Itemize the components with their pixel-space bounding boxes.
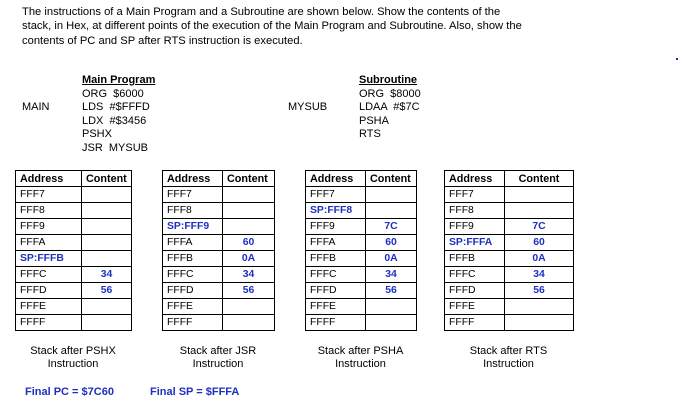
table-row xyxy=(163,299,275,315)
table-row xyxy=(306,187,417,203)
table-row xyxy=(16,203,132,219)
caption-line-1: Stack after RTS xyxy=(469,345,548,357)
table-row xyxy=(306,219,417,235)
caption-line-2: Instruction xyxy=(47,358,99,370)
address-cell: FFFC xyxy=(445,267,505,283)
address-cell: SP:FFFB xyxy=(16,251,82,267)
address-cell: FFFD xyxy=(16,283,82,299)
content-cell xyxy=(82,203,132,219)
table-row xyxy=(445,251,574,267)
subroutine-title: Subroutine xyxy=(359,74,418,86)
address-cell: FFFD xyxy=(163,283,223,299)
address-cell: FFF7 xyxy=(306,187,366,203)
table-row xyxy=(163,267,275,283)
content-cell xyxy=(82,235,132,251)
caption-line-1: Stack after JSR xyxy=(179,345,257,357)
content-cell xyxy=(223,203,275,219)
content-cell: 60 xyxy=(223,235,275,251)
table-row xyxy=(306,235,417,251)
table-row xyxy=(16,315,132,331)
address-cell: FFFB xyxy=(163,251,223,267)
final-pc: Final PC = $7C60 xyxy=(25,386,114,398)
address-cell: SP:FFF8 xyxy=(306,203,366,219)
address-cell: FFF9 xyxy=(16,219,82,235)
sub-line-1: ORG $8000 xyxy=(359,87,421,100)
table-row xyxy=(445,283,574,299)
sub-line-4: RTS xyxy=(359,128,381,141)
table-row xyxy=(16,283,132,299)
caption-line-2: Instruction xyxy=(483,358,534,370)
intro-line-1: The instructions of a Main Program and a Subroutine are shown below. Show the contents of the xyxy=(22,6,501,18)
main-line-3: LDX #$3456 xyxy=(82,114,147,127)
table-row xyxy=(163,235,275,251)
header-content: Content xyxy=(223,171,275,187)
address-cell: FFF8 xyxy=(445,203,505,219)
subroutine-listing xyxy=(359,74,421,142)
address-cell: FFFF xyxy=(16,315,82,331)
content-cell: 34 xyxy=(223,267,275,283)
intro-line-3: contents of PC and SP after RTS instruction is executed. xyxy=(22,34,303,47)
address-cell: FFFF xyxy=(163,315,223,331)
caption-line-1: Stack after PSHA xyxy=(317,345,404,357)
stray-dot xyxy=(676,58,678,60)
table-row xyxy=(16,219,132,235)
address-cell: FFFA xyxy=(16,235,82,251)
address-cell: FFFE xyxy=(16,299,82,315)
table-row xyxy=(445,315,574,331)
caption-rts xyxy=(444,345,573,371)
content-cell xyxy=(366,315,417,331)
content-cell xyxy=(223,219,275,235)
address-cell: FFFF xyxy=(445,315,505,331)
address-cell: FFFC xyxy=(16,267,82,283)
stack-table-psha xyxy=(305,170,417,331)
content-cell: 56 xyxy=(223,283,275,299)
content-cell: 7C xyxy=(366,219,417,235)
content-cell xyxy=(82,315,132,331)
main-label: MAIN xyxy=(22,101,50,113)
main-line-2: LDS #$FFFD xyxy=(82,101,150,114)
content-cell: 34 xyxy=(505,267,574,283)
caption-pshx xyxy=(15,345,131,371)
content-cell xyxy=(366,203,417,219)
content-cell: 0A xyxy=(223,251,275,267)
header-content: Content xyxy=(366,171,417,187)
address-cell: FFF8 xyxy=(163,203,223,219)
content-cell xyxy=(82,251,132,267)
content-cell: 56 xyxy=(366,283,417,299)
content-cell: 60 xyxy=(366,235,417,251)
address-cell: FFF7 xyxy=(445,187,505,203)
address-cell: SP:FFFA xyxy=(445,235,505,251)
table-row xyxy=(445,187,574,203)
content-cell xyxy=(505,203,574,219)
header-content: Content xyxy=(82,171,132,187)
content-cell xyxy=(223,315,275,331)
content-cell xyxy=(223,187,275,203)
address-cell: FFFC xyxy=(306,267,366,283)
table-row xyxy=(306,315,417,331)
main-program-title: Main Program xyxy=(82,74,156,86)
main-program-listing xyxy=(82,74,155,156)
caption-line-2: Instruction xyxy=(192,358,244,370)
address-cell: FFFA xyxy=(163,235,223,251)
content-cell xyxy=(505,315,574,331)
header-address: Address xyxy=(16,171,82,187)
table-row xyxy=(16,251,132,267)
address-cell: FFF9 xyxy=(306,219,366,235)
address-cell: FFFE xyxy=(163,299,223,315)
address-cell: FFF7 xyxy=(16,187,82,203)
mysub-label: MYSUB xyxy=(288,101,328,113)
table-row xyxy=(445,267,574,283)
address-cell: FFFB xyxy=(445,251,505,267)
stack-table-pshx xyxy=(15,170,132,331)
table-row xyxy=(306,251,417,267)
address-cell: FFFD xyxy=(445,283,505,299)
address-cell: SP:FFF9 xyxy=(163,219,223,235)
content-cell xyxy=(223,299,275,315)
table-row xyxy=(445,299,574,315)
table-row xyxy=(306,299,417,315)
sub-line-2: LDAA #$7C xyxy=(359,101,420,114)
final-sp: Final SP = $FFFA xyxy=(150,386,240,398)
content-cell xyxy=(505,299,574,315)
table-row xyxy=(445,203,574,219)
content-cell xyxy=(366,187,417,203)
caption-jsr xyxy=(162,345,274,371)
content-cell: 34 xyxy=(82,267,132,283)
header-address: Address xyxy=(306,171,366,187)
stack-table-rts xyxy=(444,170,574,331)
main-line-5: JSR MYSUB xyxy=(82,141,149,154)
address-cell: FFF7 xyxy=(163,187,223,203)
address-cell: FFF9 xyxy=(445,219,505,235)
caption-line-2: Instruction xyxy=(335,358,386,370)
address-cell: FFFC xyxy=(163,267,223,283)
stack-table-jsr xyxy=(162,170,275,331)
address-cell: FFFE xyxy=(445,299,505,315)
content-cell xyxy=(366,299,417,315)
main-line-1: ORG $6000 xyxy=(82,87,144,100)
caption-psha xyxy=(300,345,421,371)
address-cell: FFFF xyxy=(306,315,366,331)
content-cell xyxy=(82,219,132,235)
table-row xyxy=(306,267,417,283)
content-cell xyxy=(82,299,132,315)
table-row xyxy=(16,187,132,203)
address-cell: FFFE xyxy=(306,299,366,315)
header-address: Address xyxy=(163,171,223,187)
content-cell: 56 xyxy=(82,283,132,299)
address-cell: FFFB xyxy=(306,251,366,267)
header-address: Address xyxy=(445,171,505,187)
content-cell: 34 xyxy=(366,267,417,283)
table-row xyxy=(163,283,275,299)
content-cell: 56 xyxy=(505,283,574,299)
content-cell: 0A xyxy=(366,251,417,267)
content-cell: 7C xyxy=(505,219,574,235)
caption-line-1: Stack after PSHX xyxy=(30,345,116,357)
table-row xyxy=(163,187,275,203)
content-cell: 0A xyxy=(505,251,574,267)
table-row xyxy=(306,203,417,219)
address-cell: FFF8 xyxy=(16,203,82,219)
header-content: Content xyxy=(505,171,574,187)
table-row xyxy=(445,219,574,235)
table-row xyxy=(306,283,417,299)
table-row xyxy=(163,315,275,331)
table-row xyxy=(16,267,132,283)
problem-statement xyxy=(22,5,632,48)
table-row xyxy=(163,203,275,219)
table-row xyxy=(445,235,574,251)
table-row xyxy=(163,251,275,267)
content-cell xyxy=(82,187,132,203)
main-line-4: PSHX xyxy=(82,128,112,141)
table-row xyxy=(163,219,275,235)
intro-line-2: stack, in Hex, at different points of the execution of the Main Program and Subroutine. Also, show the xyxy=(22,20,522,33)
sub-line-3: PSHA xyxy=(359,114,389,127)
address-cell: FFFD xyxy=(306,283,366,299)
content-cell: 60 xyxy=(505,235,574,251)
table-row xyxy=(16,299,132,315)
content-cell xyxy=(505,187,574,203)
table-row xyxy=(16,235,132,251)
address-cell: FFFA xyxy=(306,235,366,251)
